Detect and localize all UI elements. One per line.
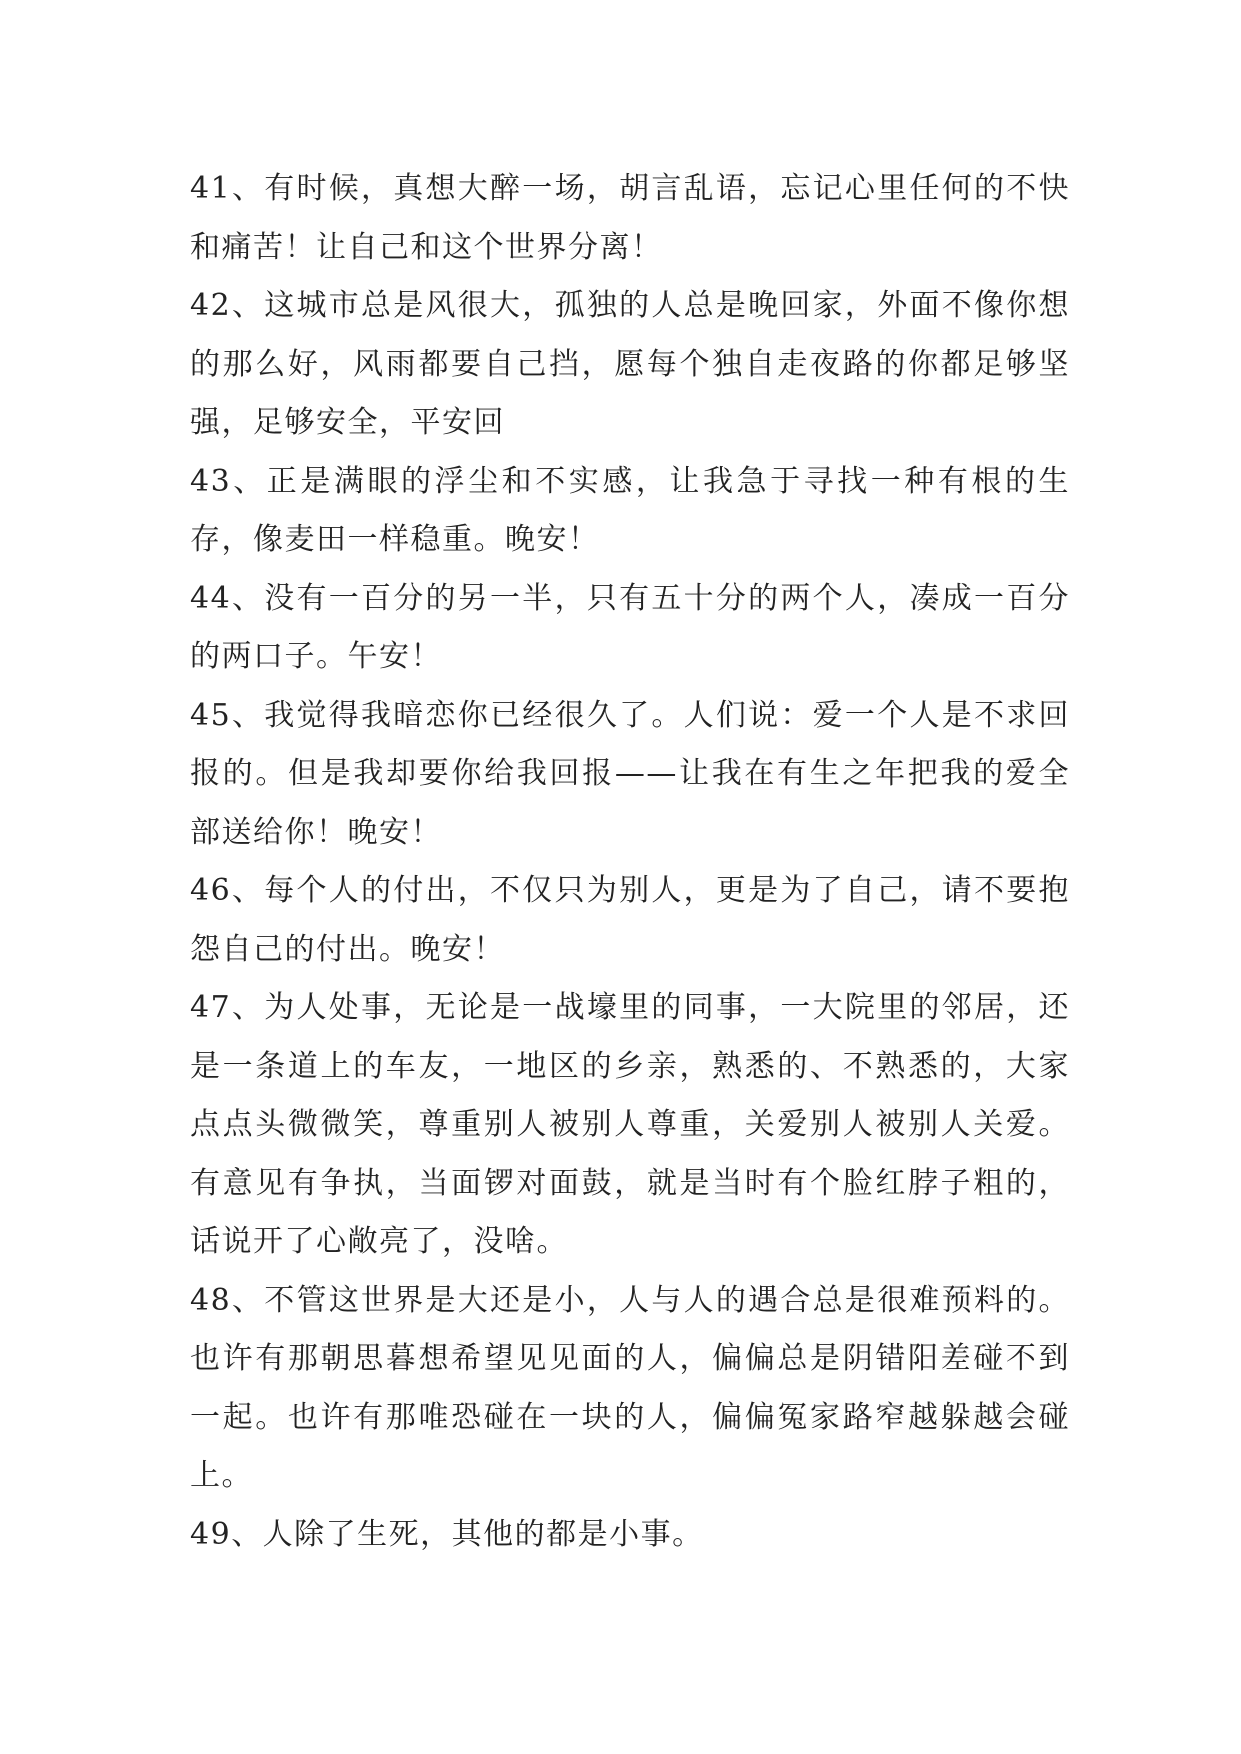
entry-text: 、每个人的付出，不仅只为别人，更是为了自己，请不要抱怨自己的付出。晚安！: [190, 873, 1070, 967]
paragraph-45: [190, 687, 1070, 863]
paragraph-44: [190, 570, 1070, 687]
entry-text: 、没有一百分的另一半，只有五十分的两个人，凑成一百分的两口子。午安！: [190, 580, 1070, 674]
entry-text: 、我觉得我暗恋你已经很久了。人们说：爱一个人是不求回报的。但是我却要你给我回报——让我在有生之年把我的爱全部送给你！晚安！: [190, 697, 1070, 850]
paragraph-46: [190, 862, 1070, 979]
entry-number: 49: [190, 1516, 232, 1552]
paragraph-49: [190, 1506, 1070, 1565]
paragraph-43: [190, 453, 1070, 570]
entry-text: 、这城市总是风很大，孤独的人总是晚回家，外面不像你想的那么好，风雨都要自己挡，愿每个独自走夜路的你都足够坚强，足够安全，平安回: [190, 288, 1070, 440]
entry-number: 47: [190, 990, 232, 1025]
entry-text: 、不管这世界是大还是小，人与人的遇合总是很难预料的。也许有那朝思暮想希望见见面的人，偏偏总是阴错阳差碰不到一起。也许有那唯恐碰在一块的人，偏偏冤家路窄越躲越会碰上。: [190, 1282, 1070, 1493]
entry-number: 43: [190, 463, 232, 499]
entry-number: 41: [190, 171, 232, 206]
paragraph-41: [190, 160, 1070, 277]
entry-number: 46: [190, 873, 232, 908]
entry-number: 42: [190, 288, 232, 323]
paragraph-42: [190, 277, 1070, 453]
paragraph-48: [190, 1272, 1070, 1506]
entry-text: 、有时候，真想大醉一场，胡言乱语，忘记心里任何的不快和痛苦！让自己和这个世界分离！: [190, 171, 1070, 265]
entry-number: 48: [190, 1282, 232, 1318]
paragraph-47: [190, 979, 1070, 1272]
entry-text: 、为人处事，无论是一战壕里的同事，一大院里的邻居，还是一条道上的车友，一地区的乡亲，熟悉的、不熟悉的，大家点点头微微笑，尊重别人被别人尊重，关爱别人被别人关爱。有意见有争执，当面锣对面鼓，就是当时有个脸红脖子粗的，话说开了心敞亮了，没啥。: [190, 990, 1070, 1259]
entry-text: 、人除了生死，其他的都是小事。: [231, 1516, 704, 1552]
entry-number: 45: [190, 697, 232, 733]
entry-number: 44: [190, 580, 232, 616]
entry-text: 、正是满眼的浮尘和不实感，让我急于寻找一种有根的生存，像麦田一样稳重。晚安！: [190, 463, 1070, 557]
document-body: [190, 160, 1070, 1564]
